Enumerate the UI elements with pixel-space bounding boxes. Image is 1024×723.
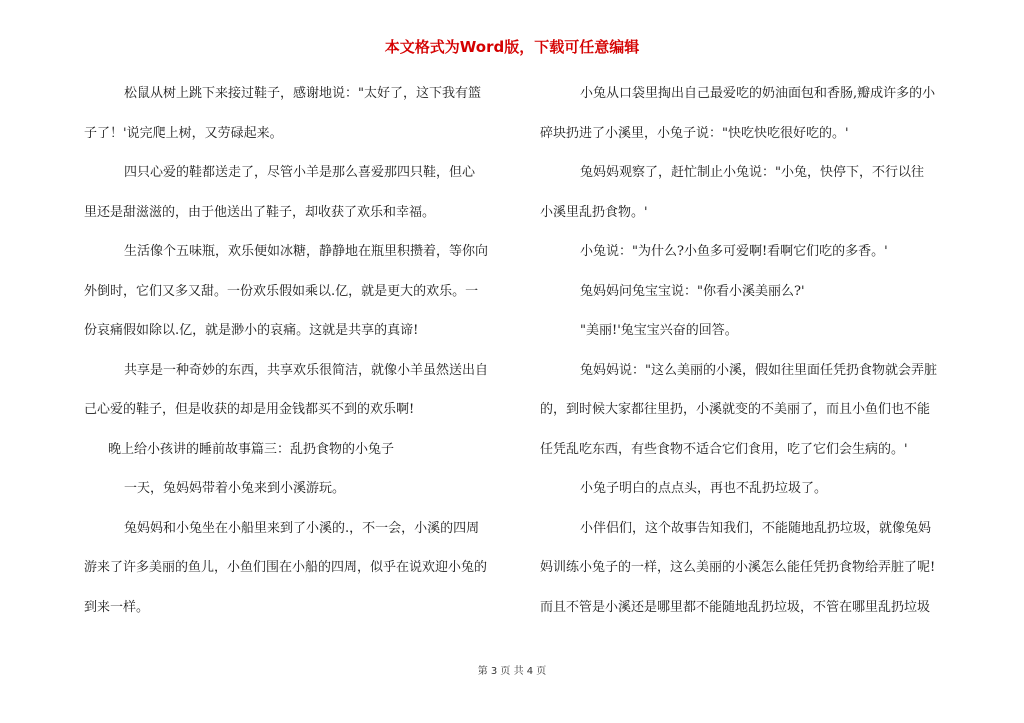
text-line: 生活像个五味瓶，欢乐便如冰糖，静静地在瓶里积攒着，等你向: [124, 244, 489, 259]
left-column: [84, 79, 504, 632]
text-line: "美丽!'兔宝宝兴奋的回答。: [580, 323, 738, 338]
text-line: 碎块扔进了小溪里，小兔子说："快吃快吃很好吃的。': [540, 125, 849, 141]
text-line: 任凭乱吃东西，有些食物不适合它们食用，吃了它们会生病的。': [540, 441, 908, 457]
text-line: 兔妈妈问兔宝宝说："你看小溪美丽么?': [580, 283, 805, 299]
text-line: 份哀痛假如除以.亿，就是渺小的哀痛。这就是共享的真谛!: [84, 323, 419, 338]
text-line: 小溪里乱扔食物。': [540, 204, 648, 220]
text-line: 小兔从口袋里掏出自己最爱吃的奶油面包和香肠,瓣成许多的小: [580, 86, 936, 101]
text-line: 四只心爱的鞋都送走了，尽管小羊是那么喜爱那四只鞋，但心: [124, 165, 476, 180]
text-line: 小伴侣们，这个故事告知我们，不能随地乱扔垃圾，就像兔妈: [580, 520, 932, 536]
text-line: 的，到时候大家都往里扔，小溪就变的不美丽了，而且小鱼们也不能: [540, 402, 931, 417]
text-line: 共享是一种奇妙的东西，共享欢乐很简洁，就像小羊虽然送出自: [124, 362, 489, 378]
text-line: 己心爱的鞋子，但是收获的却是用金钱都买不到的欢乐啊!: [84, 402, 415, 417]
page-number: 第 3 页 共 4 页: [477, 666, 547, 677]
text-line: 兔妈妈和小兔坐在小船里来到了小溪的.，不一会，小溪的四周: [124, 520, 480, 536]
text-line: 兔妈妈说："这么美丽的小溪，假如往里面任凭扔食物就会弄脏: [580, 362, 937, 378]
text-line: 子了！'说完爬上树，又劳碌起来。: [84, 125, 283, 141]
document-header: 本文格式为Word版，下载可任意编辑: [384, 38, 640, 56]
section-heading: 晚上给小孩讲的睡前故事篇三：乱扔食物的小兔子: [108, 441, 395, 457]
text-line: 而且不管是小溪还是哪里都不能随地乱扔垃圾，不管在哪里乱扔垃圾: [540, 599, 931, 615]
right-column: [540, 79, 960, 632]
text-line: 外倒时，它们又多又甜。一份欢乐假如乘以.亿，就是更大的欢乐。一: [84, 283, 479, 299]
text-line: 兔妈妈观察了，赶忙制止小兔说："小兔，快停下，不行以往: [580, 165, 924, 180]
text-line: 小兔说："为什么?小鱼多可爱啊!看啊它们吃的多香。': [580, 244, 888, 259]
text-line: 游来了许多美丽的鱼儿，小鱼们围在小船的四周，似乎在说欢迎小兔的: [84, 560, 488, 575]
text-line: 里还是甜滋滋的，由于他送出了鞋子，却收获了欢乐和幸福。: [84, 204, 436, 220]
text-line: 一天，兔妈妈带着小兔来到小溪游玩。: [124, 481, 346, 496]
text-line: 松鼠从树上跳下来接过鞋子，感谢地说："太好了，这下我有篮: [124, 86, 481, 101]
text-line: 妈训练小兔子的一样，这么美丽的小溪怎么能任凭扔食物给弄脏了呢!: [540, 560, 936, 575]
text-line: 小兔子明白的点点头，再也不乱扔垃圾了。: [580, 481, 828, 496]
text-line: 到来一样。: [84, 599, 150, 615]
